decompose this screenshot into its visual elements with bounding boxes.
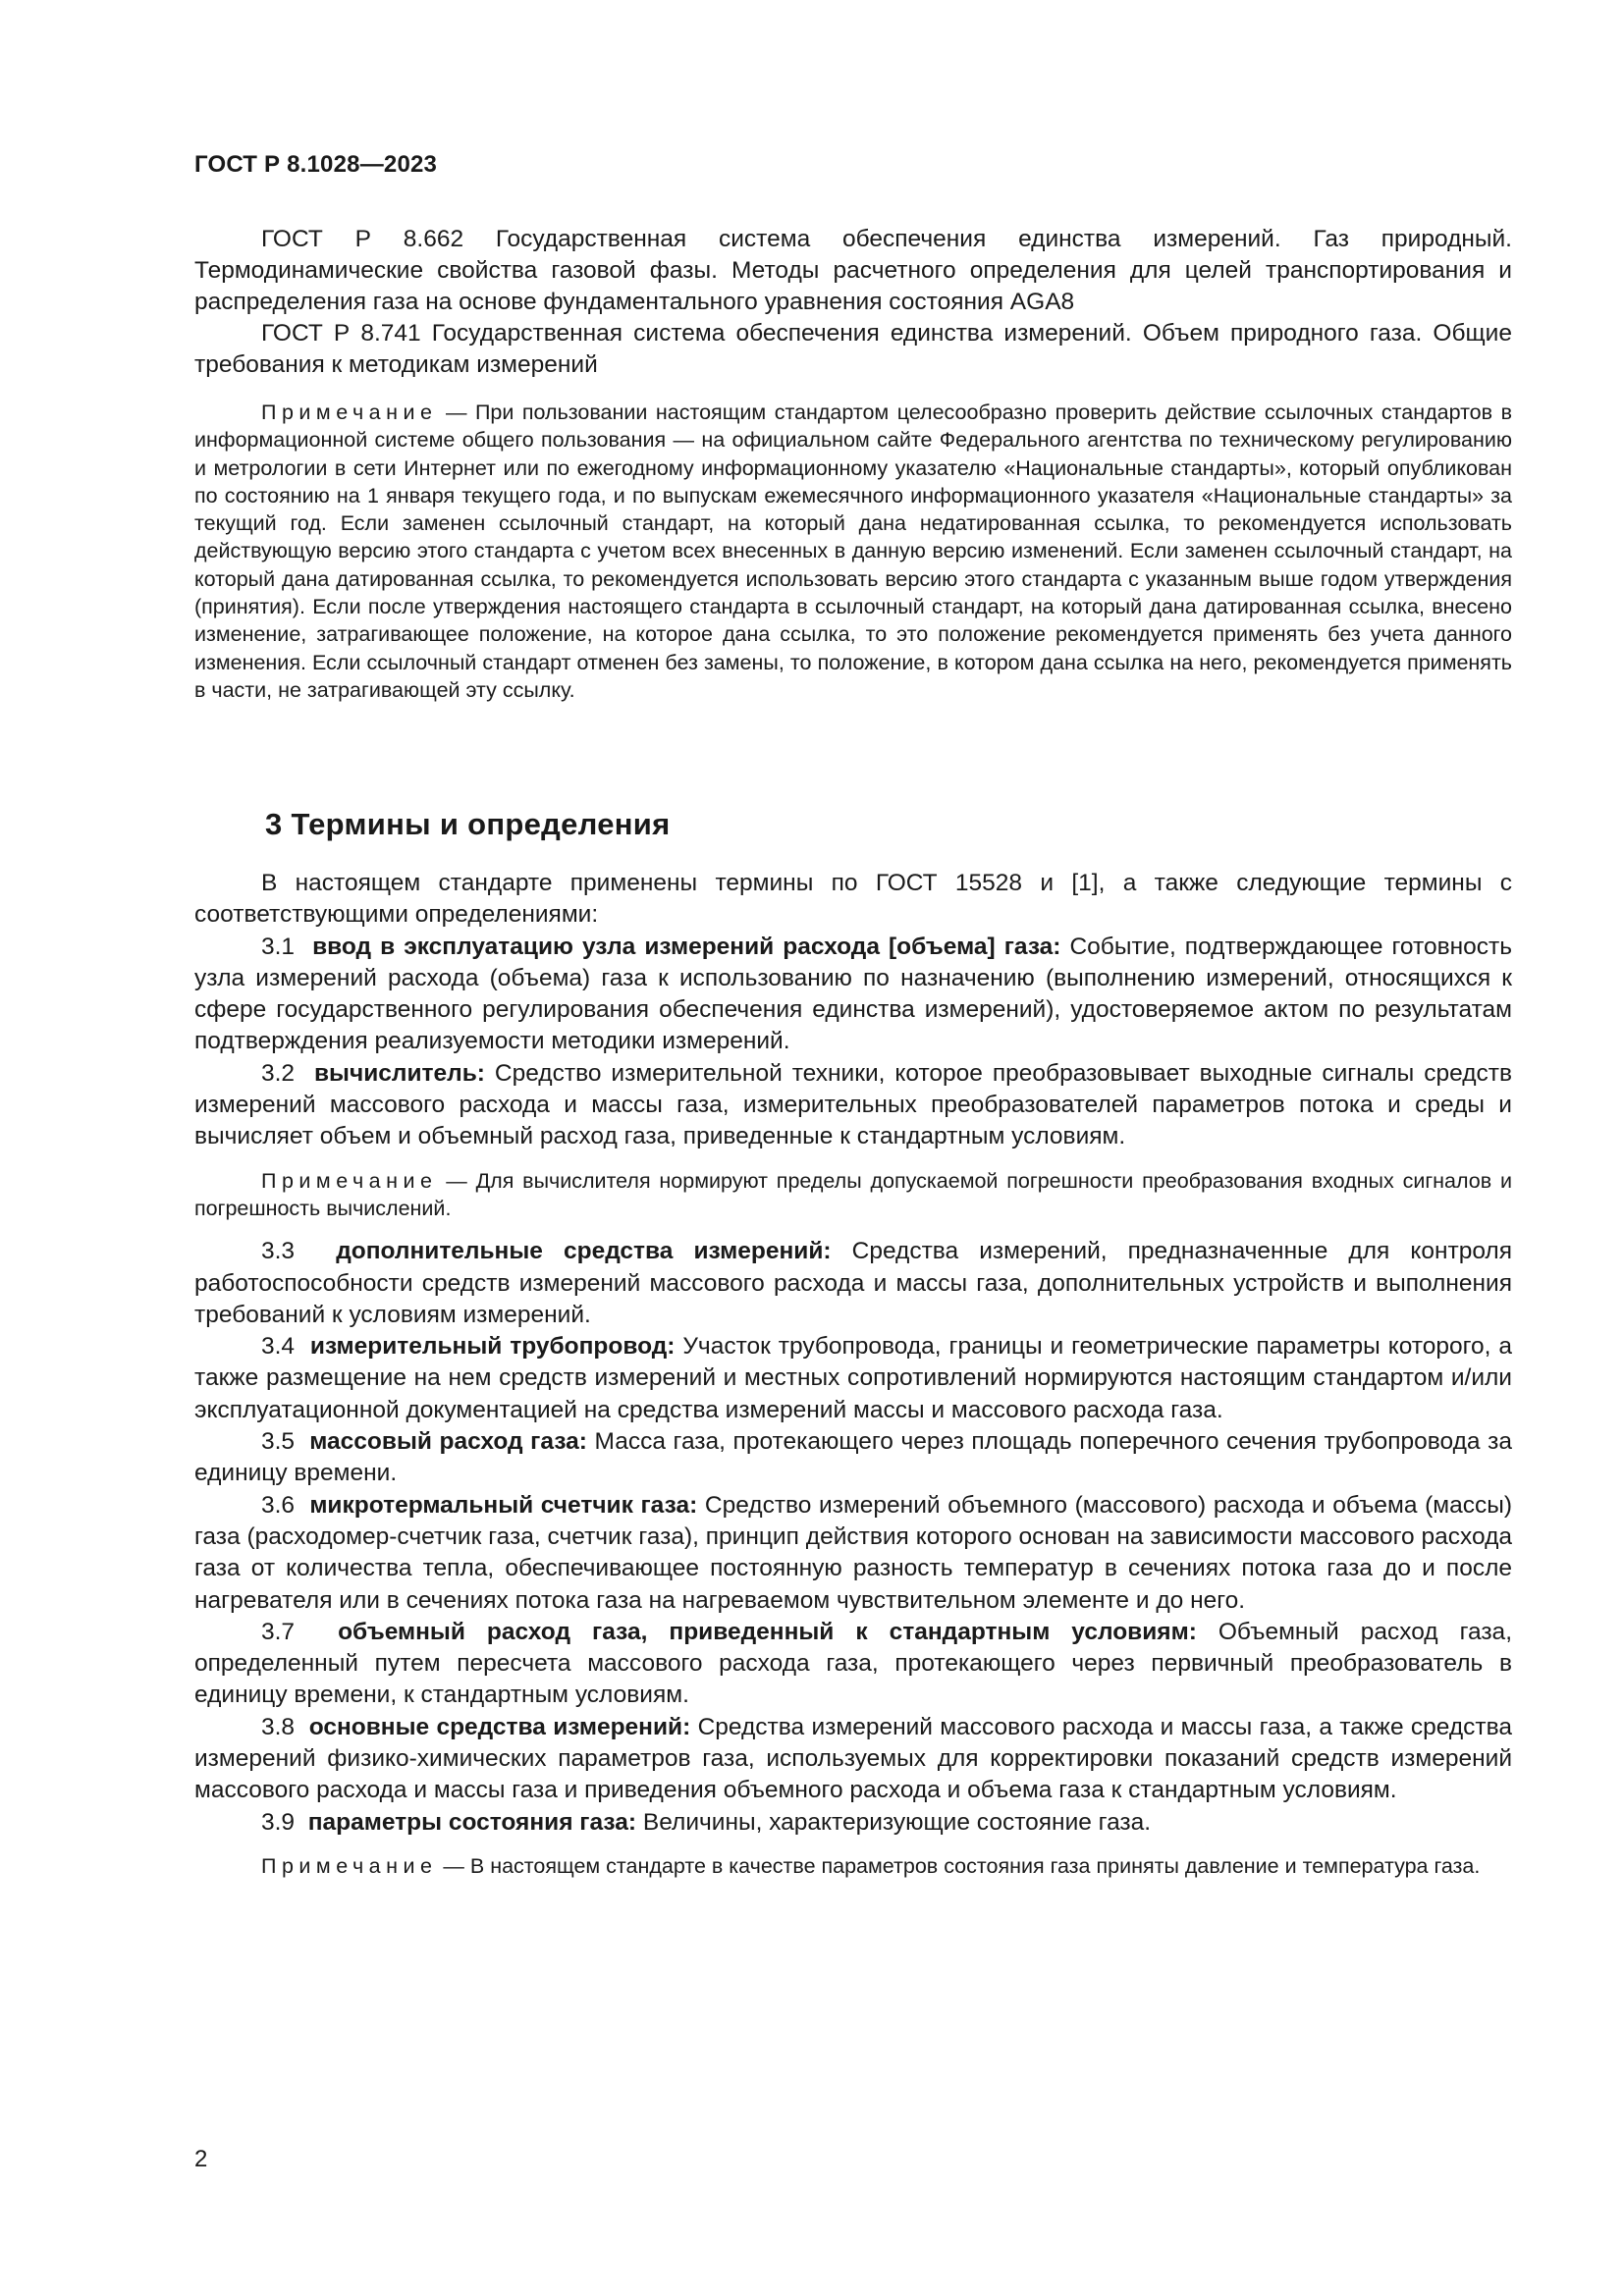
term-name: дополнительные средства измерений: [336, 1238, 832, 1265]
note-lead: Примечание [261, 1168, 438, 1193]
term-name: ввод в эксплуатацию узла измерений расхода [объема] газа: [312, 933, 1061, 960]
reference-note [194, 399, 1512, 704]
term-name: вычислитель: [314, 1059, 485, 1087]
term-name: параметры состояния газа: [307, 1808, 637, 1836]
term-number: 3.6 [261, 1491, 296, 1519]
term-definition: Средства измерений, предназначенные для контроля работоспособности средств измерений массового расхода и массы газа, дополнительных устройств и выполнения требований к условиям измерений. [194, 1238, 1512, 1328]
term-definition: Средство измерительной техники, которое преобразовывает выходные сигналы средств измерений массового расхода и массы газа, измерительных преобразователей параметров потока и среды и вычисляет объем и объемный расход газа, приведенные к стандартным условиям. [194, 1059, 1512, 1150]
term-note-3-9 [194, 1852, 1512, 1880]
reference-gost-8-741: ГОСТ Р 8.741 Государственная система обеспечения единства измерений. Объем природного газа. Общие требования к методикам измерений [194, 320, 1512, 378]
term-number: 3.1 [261, 933, 296, 960]
term-definition: Масса газа, протекающего через площадь поперечного сечения трубопровода за единицу времени. [194, 1428, 1512, 1487]
term-3-6 [194, 1490, 1512, 1617]
term-definition: Участок трубопровода, границы и геометрические параметры которого, а также размещение на нем средств измерений и местных сопротивлений нормируются настоящим стандартом и/или эксплуатационной документацией на средства измерений массы и массового расхода газа. [194, 1333, 1512, 1423]
term-definition: Объемный расход газа, определенный путем пересчета массового расхода газа, протекающего через первичный преобразователь в единицу времени, к стандартным условиям. [194, 1618, 1512, 1709]
document-code-header: ГОСТ Р 8.1028—2023 [194, 151, 438, 178]
note-lead: Примечание [261, 400, 438, 424]
term-number: 3.8 [261, 1713, 296, 1740]
term-name: основные средства измерений: [308, 1713, 691, 1740]
term-note-3-2 [194, 1167, 1512, 1223]
term-number: 3.2 [261, 1059, 296, 1087]
section-title: 3 Термины и определения [265, 807, 671, 841]
term-name: измерительный трубопровод: [309, 1333, 676, 1361]
term-number: 3.3 [261, 1238, 296, 1265]
page-number: 2 [194, 2146, 208, 2172]
section-intro: В настоящем стандарте применены термины по ГОСТ 15528 и [1], а также следующие термины с соответствующими определениями: [194, 870, 1512, 929]
term-definition: Событие, подтверждающее готовность узла измерений расхода (объема) газа к использованию по назначению (выполнению измерений, относящихся к сфере государственного регулирования обеспечения единства измерений), удостоверяемое актом по результатам подтверждения реализуемости методики измерений. [194, 933, 1512, 1055]
note-text: — При пользовании настоящим стандартом целесообразно проверить действие ссылочных стандартов в информационной системе общего пользования — на официальном сайте Федерального агентства по техническому регулированию и метрологии в сети Интернет или по ежегодному информационному указателю «Национальные стандарты», который опубликован по состоянию на 1 января текущего года, и по выпускам ежемесячного информационного указателя «Национальные стандарты» за текущий год. Если заменен ссылочный стандарт, на который дана недатированная ссылка, то рекомендуется использовать действующую версию этого стандарта с учетом всех внесенных в данную версию изменений. Если заменен ссылочный стандарт, на который дана датированная ссылка, то рекомендуется использовать версию этого стандарта с указанным выше годом утверждения (принятия). Если после утверждения настоящего стандарта в ссылочный стандарт, на который дана датированная ссылка, внесено изменение, затрагивающее положение, на которое дана ссылка, то это положение рекомендуется применять без учета данного изменения. Если ссылочный стандарт отменен без замены, то положение, в котором дана ссылка на него, рекомендуется применять в части, не затрагивающей эту ссылку. [194, 400, 1512, 702]
term-3-5 [194, 1426, 1512, 1490]
term-definition: Величины, характеризующие состояние газа. [636, 1808, 1152, 1836]
term-number: 3.7 [261, 1618, 296, 1645]
term-3-3 [194, 1236, 1512, 1331]
term-name: объемный расход газа, приведенный к стандартным условиям: [338, 1618, 1197, 1645]
term-3-7 [194, 1617, 1512, 1712]
note-text: — В настоящем стандарте в качестве параметров состояния газа приняты давление и температура газа. [437, 1853, 1481, 1878]
term-definition: Средство измерений объемного (массового) расхода и объема (массы) газа (расходомер-счетчик газа, счетчик газа), принцип действия которого основан на зависимости массового расхода газа от количества тепла, обеспечивающее постоянную разность температур в сечениях потока газа до и после нагревателя или в сечениях потока газа на нагреваемом чувствительном элементе и до него. [194, 1491, 1512, 1614]
term-definition: Средства измерений массового расхода и массы газа, а также средства измерений физико-химических параметров газа, используемых для корректировки показаний средств измерений массового расхода и массы газа и приведения объемного расхода и объема газа к стандартным условиям. [194, 1713, 1512, 1804]
term-3-1 [194, 932, 1512, 1058]
term-number: 3.4 [261, 1333, 296, 1361]
note-text: — Для вычислителя нормируют пределы допускаемой погрешности преобразования входных сигналов и погрешность вычислений. [194, 1168, 1512, 1220]
note-lead: Примечание [261, 1853, 438, 1878]
reference-gost-8-662: ГОСТ Р 8.662 Государственная система обеспечения единства измерений. Газ природный. Термодинамические свойства газовой фазы. Методы расчетного определения для целей транспортирования и распределения газа на основе фундаментального уравнения состояния AGA8 [194, 226, 1512, 315]
term-number: 3.5 [261, 1428, 296, 1456]
terms-list [194, 868, 1512, 1894]
term-3-2 [194, 1058, 1512, 1153]
term-name: массовый расход газа: [309, 1428, 587, 1456]
term-name: микротермальный счетчик газа: [309, 1491, 698, 1519]
normative-references [194, 224, 1512, 704]
term-3-9 [194, 1807, 1512, 1839]
term-3-4 [194, 1331, 1512, 1426]
term-number: 3.9 [261, 1808, 296, 1836]
term-3-8 [194, 1712, 1512, 1807]
